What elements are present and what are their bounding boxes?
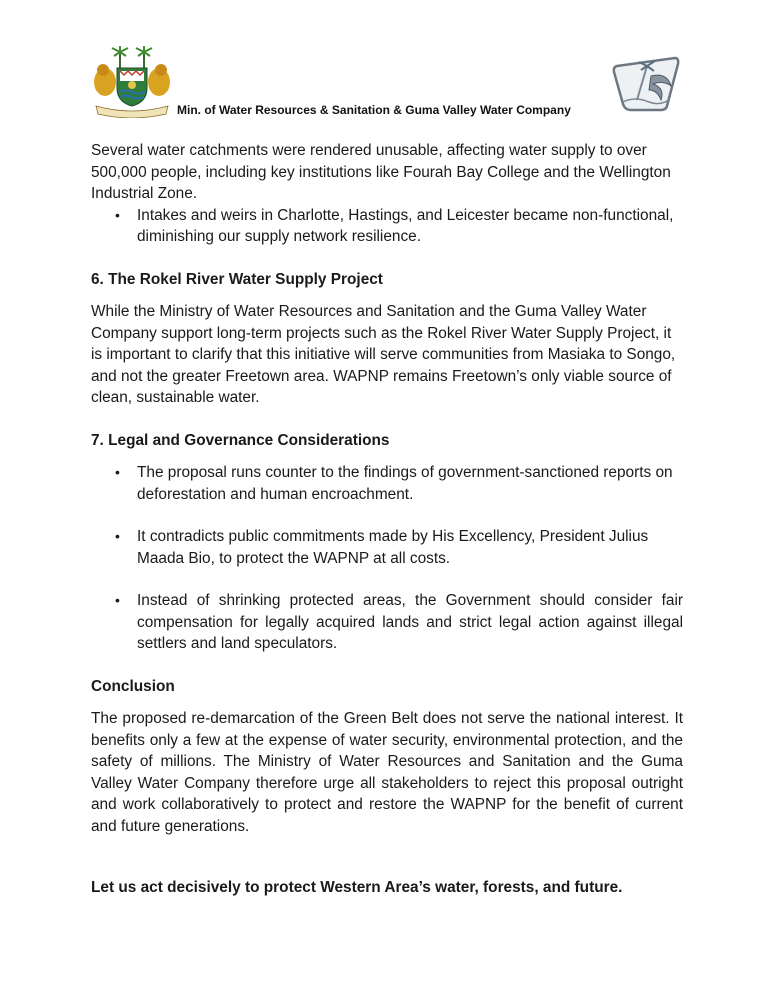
section-7-bullet-list [91,462,683,655]
list-item: • It contradicts public commitments made by His Excellency, President Julius Maada Bio, to protect the WAPNP at all costs. [91,526,683,569]
section-6-paragraph: While the Ministry of Water Resources and Sanitation and the Guma Valley Water Company support long-term projects such as the Rokel River Water Supply Project, it is important to clarify that this initiative will serve communities from Masiaka to Songo, and not the greater Freetown area. WAPNP remains Freetown’s only viable source of clean, sustainable water. [91,303,676,406]
list-item: • The proposal runs counter to the findings of government-sanctioned reports on deforestation and human encroachment. [91,462,683,505]
guma-valley-logo [611,56,681,112]
letterhead [0,0,773,130]
conclusion-heading: Conclusion [91,677,175,695]
header-title: Min. of Water Resources & Sanitation & Guma Valley Water Company [177,103,571,117]
section-7-heading: 7. Legal and Governance Considerations [91,431,390,449]
closing-statement: Let us act decisively to protect Western Area’s water, forests, and future. [91,879,623,896]
intro-bullet-list [91,205,683,248]
list-item: • Instead of shrinking protected areas, the Government should consider fair compensation for legally acquired lands and strict legal action against illegal settlers and land speculators. [91,590,683,655]
list-item: • Intakes and weirs in Charlotte, Hastings, and Leicester became non-functional, diminishing our supply network resilience. [91,205,683,248]
intro-paragraph: Several water catchments were rendered unusable, affecting water supply to over 500,000 people, including key institutions like Fourah Bay College and the Wellington Industrial Zone. [91,142,671,202]
conclusion-paragraph: The proposed re-demarcation of the Green Belt does not serve the national interest. It benefits only a few at the expense of water security, environmental protection, and the safety of millions. The Ministry of Water Resources and Sanitation and the Guma Valley Water Company therefore urge all stakeholders to reject this proposal outright and work collaboratively to protect and restore the WAPNP for the benefit of current and future generations. [91,710,683,835]
section-6-heading: 6. The Rokel River Water Supply Project [91,270,383,288]
document-body [91,140,683,899]
coat-of-arms-logo [90,44,174,118]
